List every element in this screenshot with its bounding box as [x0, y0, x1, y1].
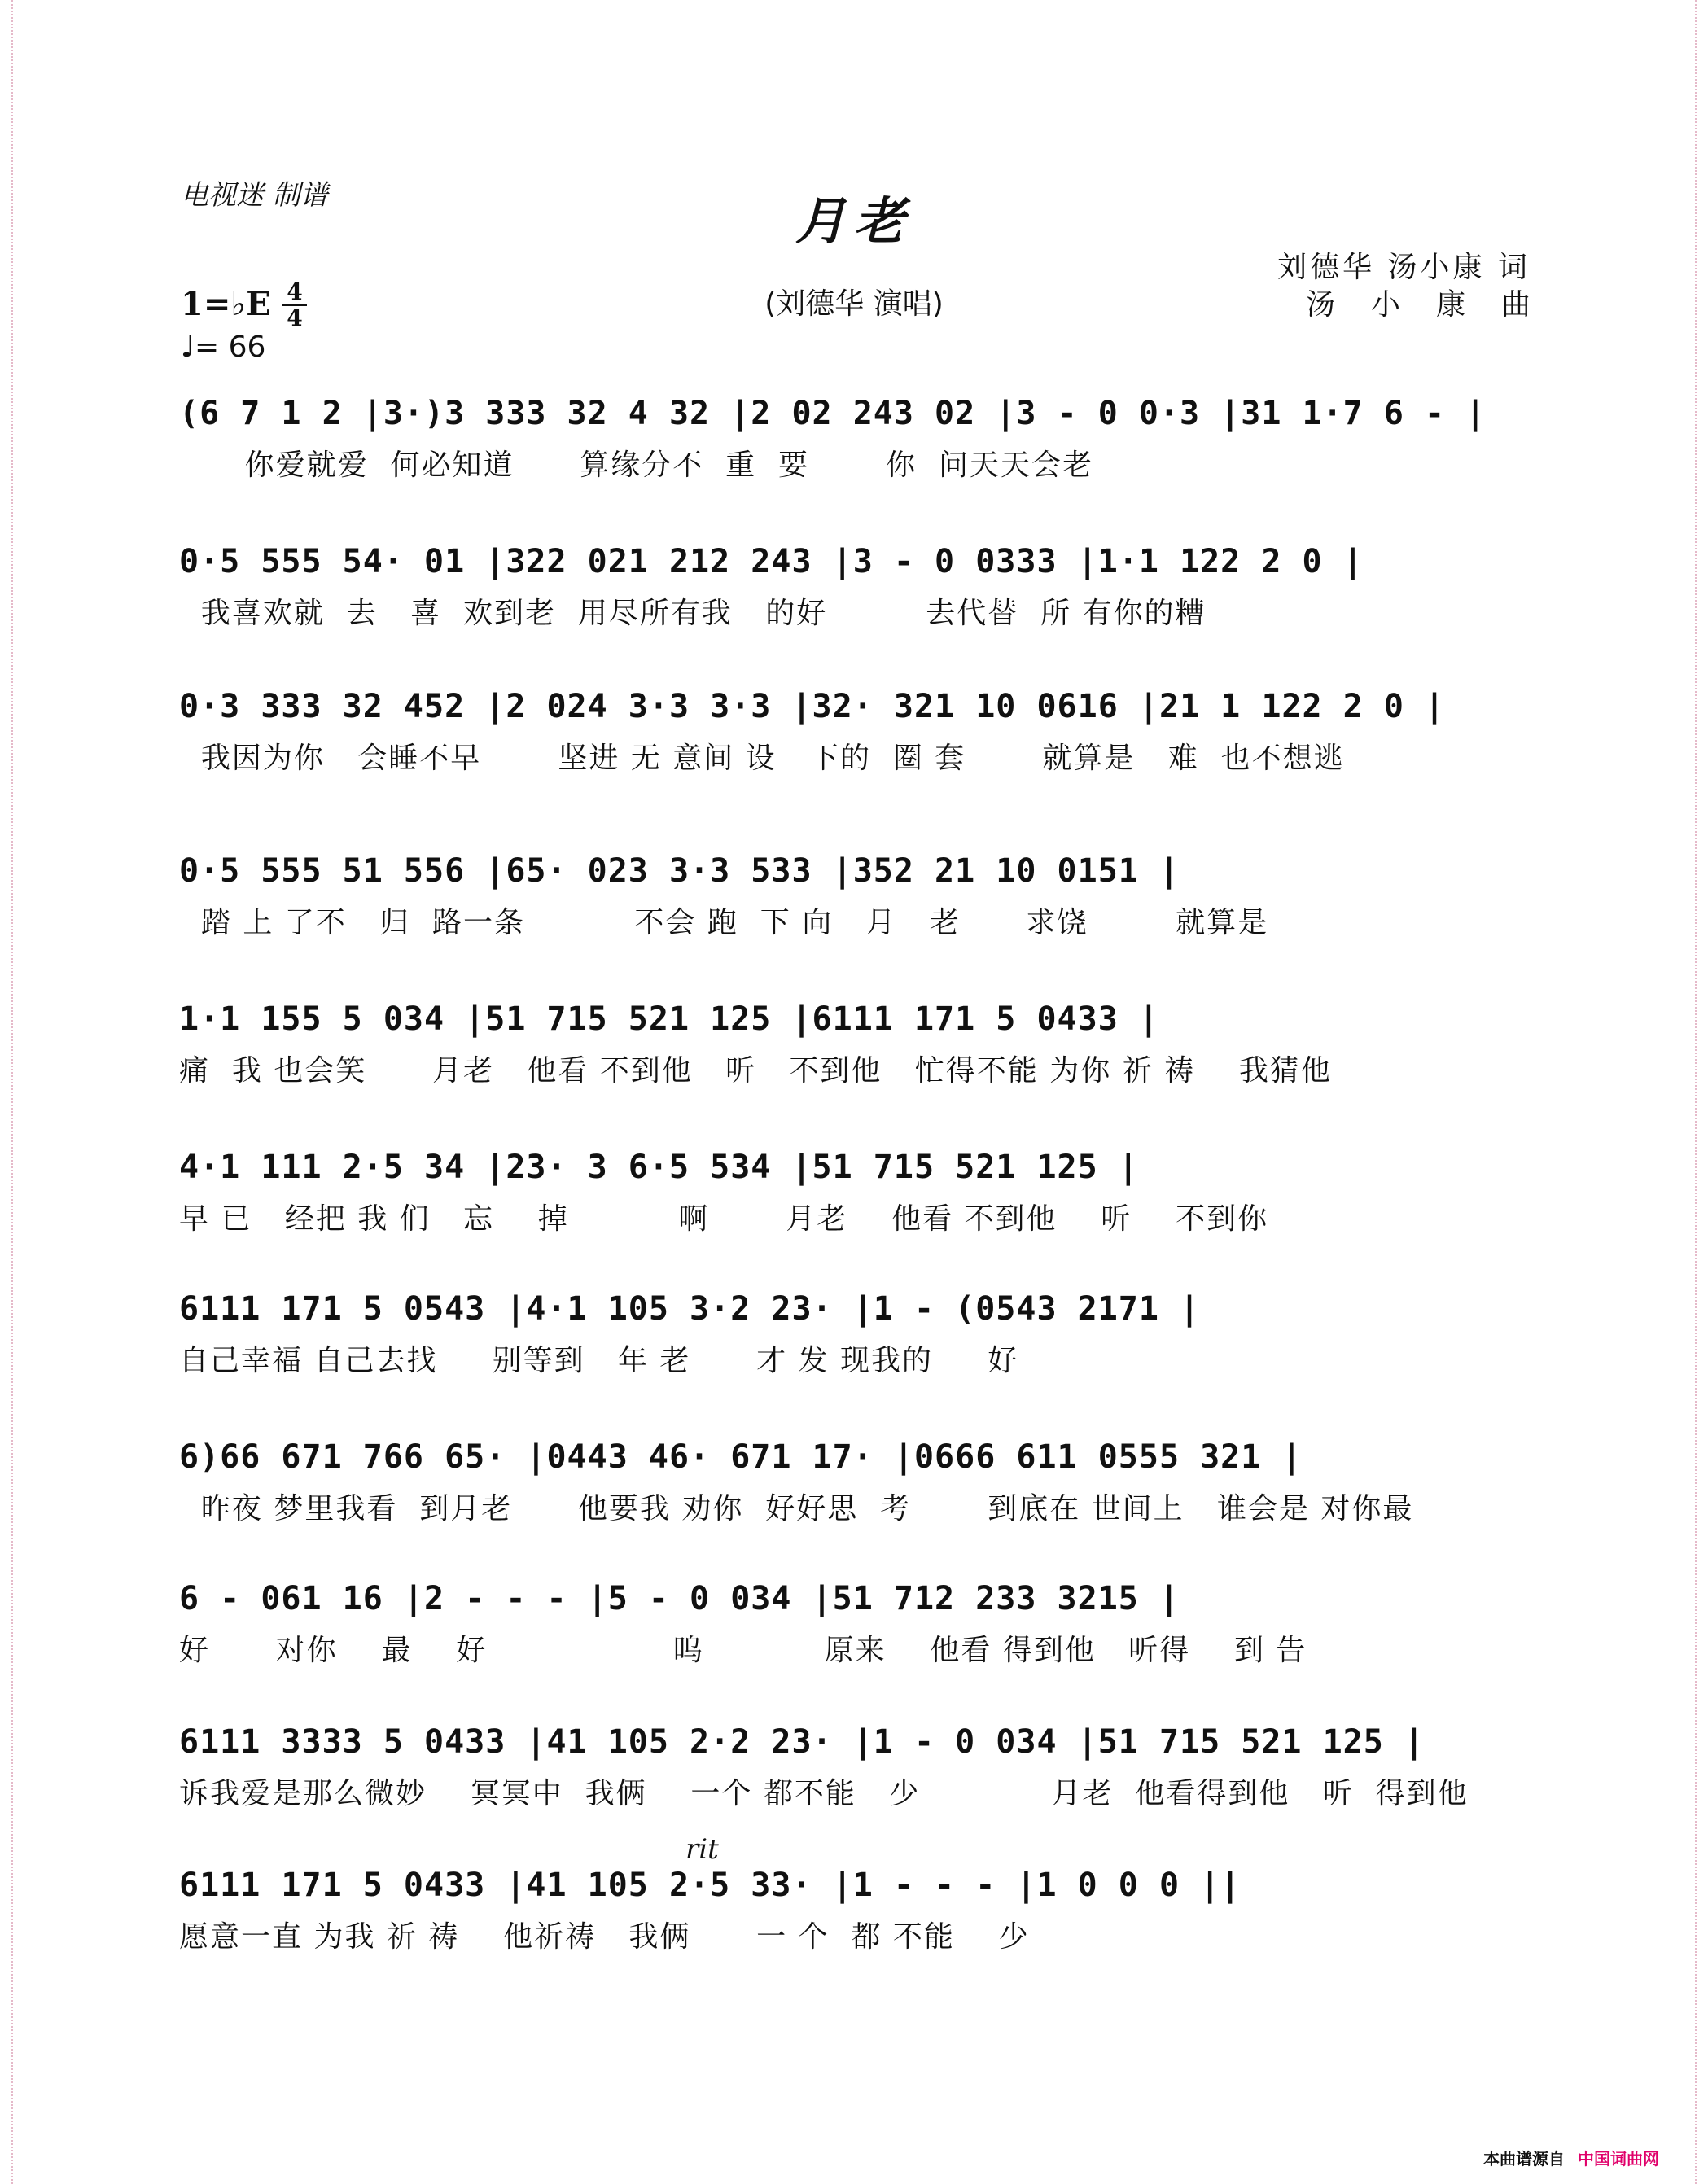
notation-line: 6)66 671 766 65· |0443 46· 671 17· |0666 611 0555 321 | [179, 1438, 1303, 1476]
key-signature: 1=♭E [181, 285, 271, 323]
footer-site: 中国词曲网 [1578, 2149, 1659, 2169]
footer-source: 本曲谱源自 [1483, 2149, 1565, 2169]
left-watermark-strip [0, 0, 13, 2184]
tempo-marking: ♩= 66 [181, 330, 266, 364]
ritardando-marking: rit [685, 1833, 719, 1866]
page-title: 月老 [795, 191, 913, 251]
lyrics-line: 好 对你 最 好 呜 原来 他看 得到他 听得 到 告 [179, 1634, 1307, 1667]
notation-line: 4·1 111 2·5 34 |23· 3 6·5 534 |51 715 521 125 | [179, 1149, 1139, 1186]
notation-line: 6 - 061 16 |2 - - - |5 - 0 034 |51 712 233 3215 | [179, 1580, 1180, 1617]
lyrics-line: 昨夜 梦里我看 到月老 他要我 劝你 好好思 考 到底在 世间上 谁会是 对你最 [179, 1492, 1414, 1525]
time-signature-bottom: 4 [287, 304, 303, 331]
lyricist-credit: 刘德华 汤小康 词 [1277, 251, 1531, 284]
lyrics-line: 痛 我 也会笑 月老 他看 不到他 听 不到他 忙得不能 为你 祈 祷 我猜他 [179, 1054, 1332, 1088]
composer-credit: 汤小康曲 [1305, 288, 1566, 322]
score-maker: 电视迷 制谱 [181, 179, 328, 212]
lyrics-line: 我因为你 会睡不早 坚进 无 意间 设 下的 圈 套 就算是 难 也不想逃 [179, 742, 1345, 775]
lyrics-line: 诉我爱是那么微妙 冥冥中 我俩 一个 都不能 少 月老 他看得到他 听 得到他 [179, 1777, 1469, 1810]
notation-line: 0·3 333 32 452 |2 024 3·3 3·3 |32· 321 10 0616 |21 1 122 2 0 | [179, 688, 1446, 725]
lyrics-line: 自己幸福 自己去找 别等到 年 老 才 发 现我的 好 [179, 1344, 1019, 1377]
lyrics-line: 踏 上 了不 归 路一条 不会 跑 下 向 月 老 求饶 就算是 [179, 906, 1269, 939]
singer-credit: (刘德华 演唱) [764, 287, 944, 321]
notation-line: 1·1 155 5 034 |51 715 521 125 |6111 171 5 0433 | [179, 1000, 1159, 1038]
notation-line: (6 7 1 2 |3·)3 333 32 4 32 |2 02 243 02 |3 - 0 0·3 |31 1·7 6 - | [179, 395, 1487, 432]
notation-line: 0·5 555 51 556 |65· 023 3·3 533 |352 21 10 0151 | [179, 852, 1180, 890]
lyrics-line: 我喜欢就 去 喜 欢到老 用尽所有我 的好 去代替 所 有你的糟 [179, 597, 1207, 630]
footer-credit [1483, 2146, 1659, 2169]
notation-line: 0·5 555 54· 01 |322 021 212 243 |3 - 0 0333 |1·1 122 2 0 | [179, 543, 1364, 580]
notation-line: 6111 171 5 0543 |4·1 105 3·2 23· |1 - (0543 2171 | [179, 1290, 1201, 1328]
lyrics-line: 愿意一直 为我 祈 祷 他祈祷 我俩 一 个 都 不能 少 [179, 1920, 1030, 1954]
time-signature [281, 280, 309, 330]
right-watermark-strip [1695, 0, 1708, 2184]
lyrics-line: 早 已 经把 我 们 忘 掉 啊 月老 他看 不到他 听 不到你 [179, 1202, 1269, 1236]
notation-line: 6111 3333 5 0433 |41 105 2·2 23· |1 - 0 034 |51 715 521 125 | [179, 1723, 1426, 1761]
notation-line: 6111 171 5 0433 |41 105 2·5 33· |1 - - - |1 0 0 0 || [179, 1867, 1242, 1904]
lyrics-line: 你爱就爱 何必知道 算缘分不 重 要 你 问天天会老 [179, 449, 1093, 482]
time-signature-top: 4 [287, 278, 303, 305]
